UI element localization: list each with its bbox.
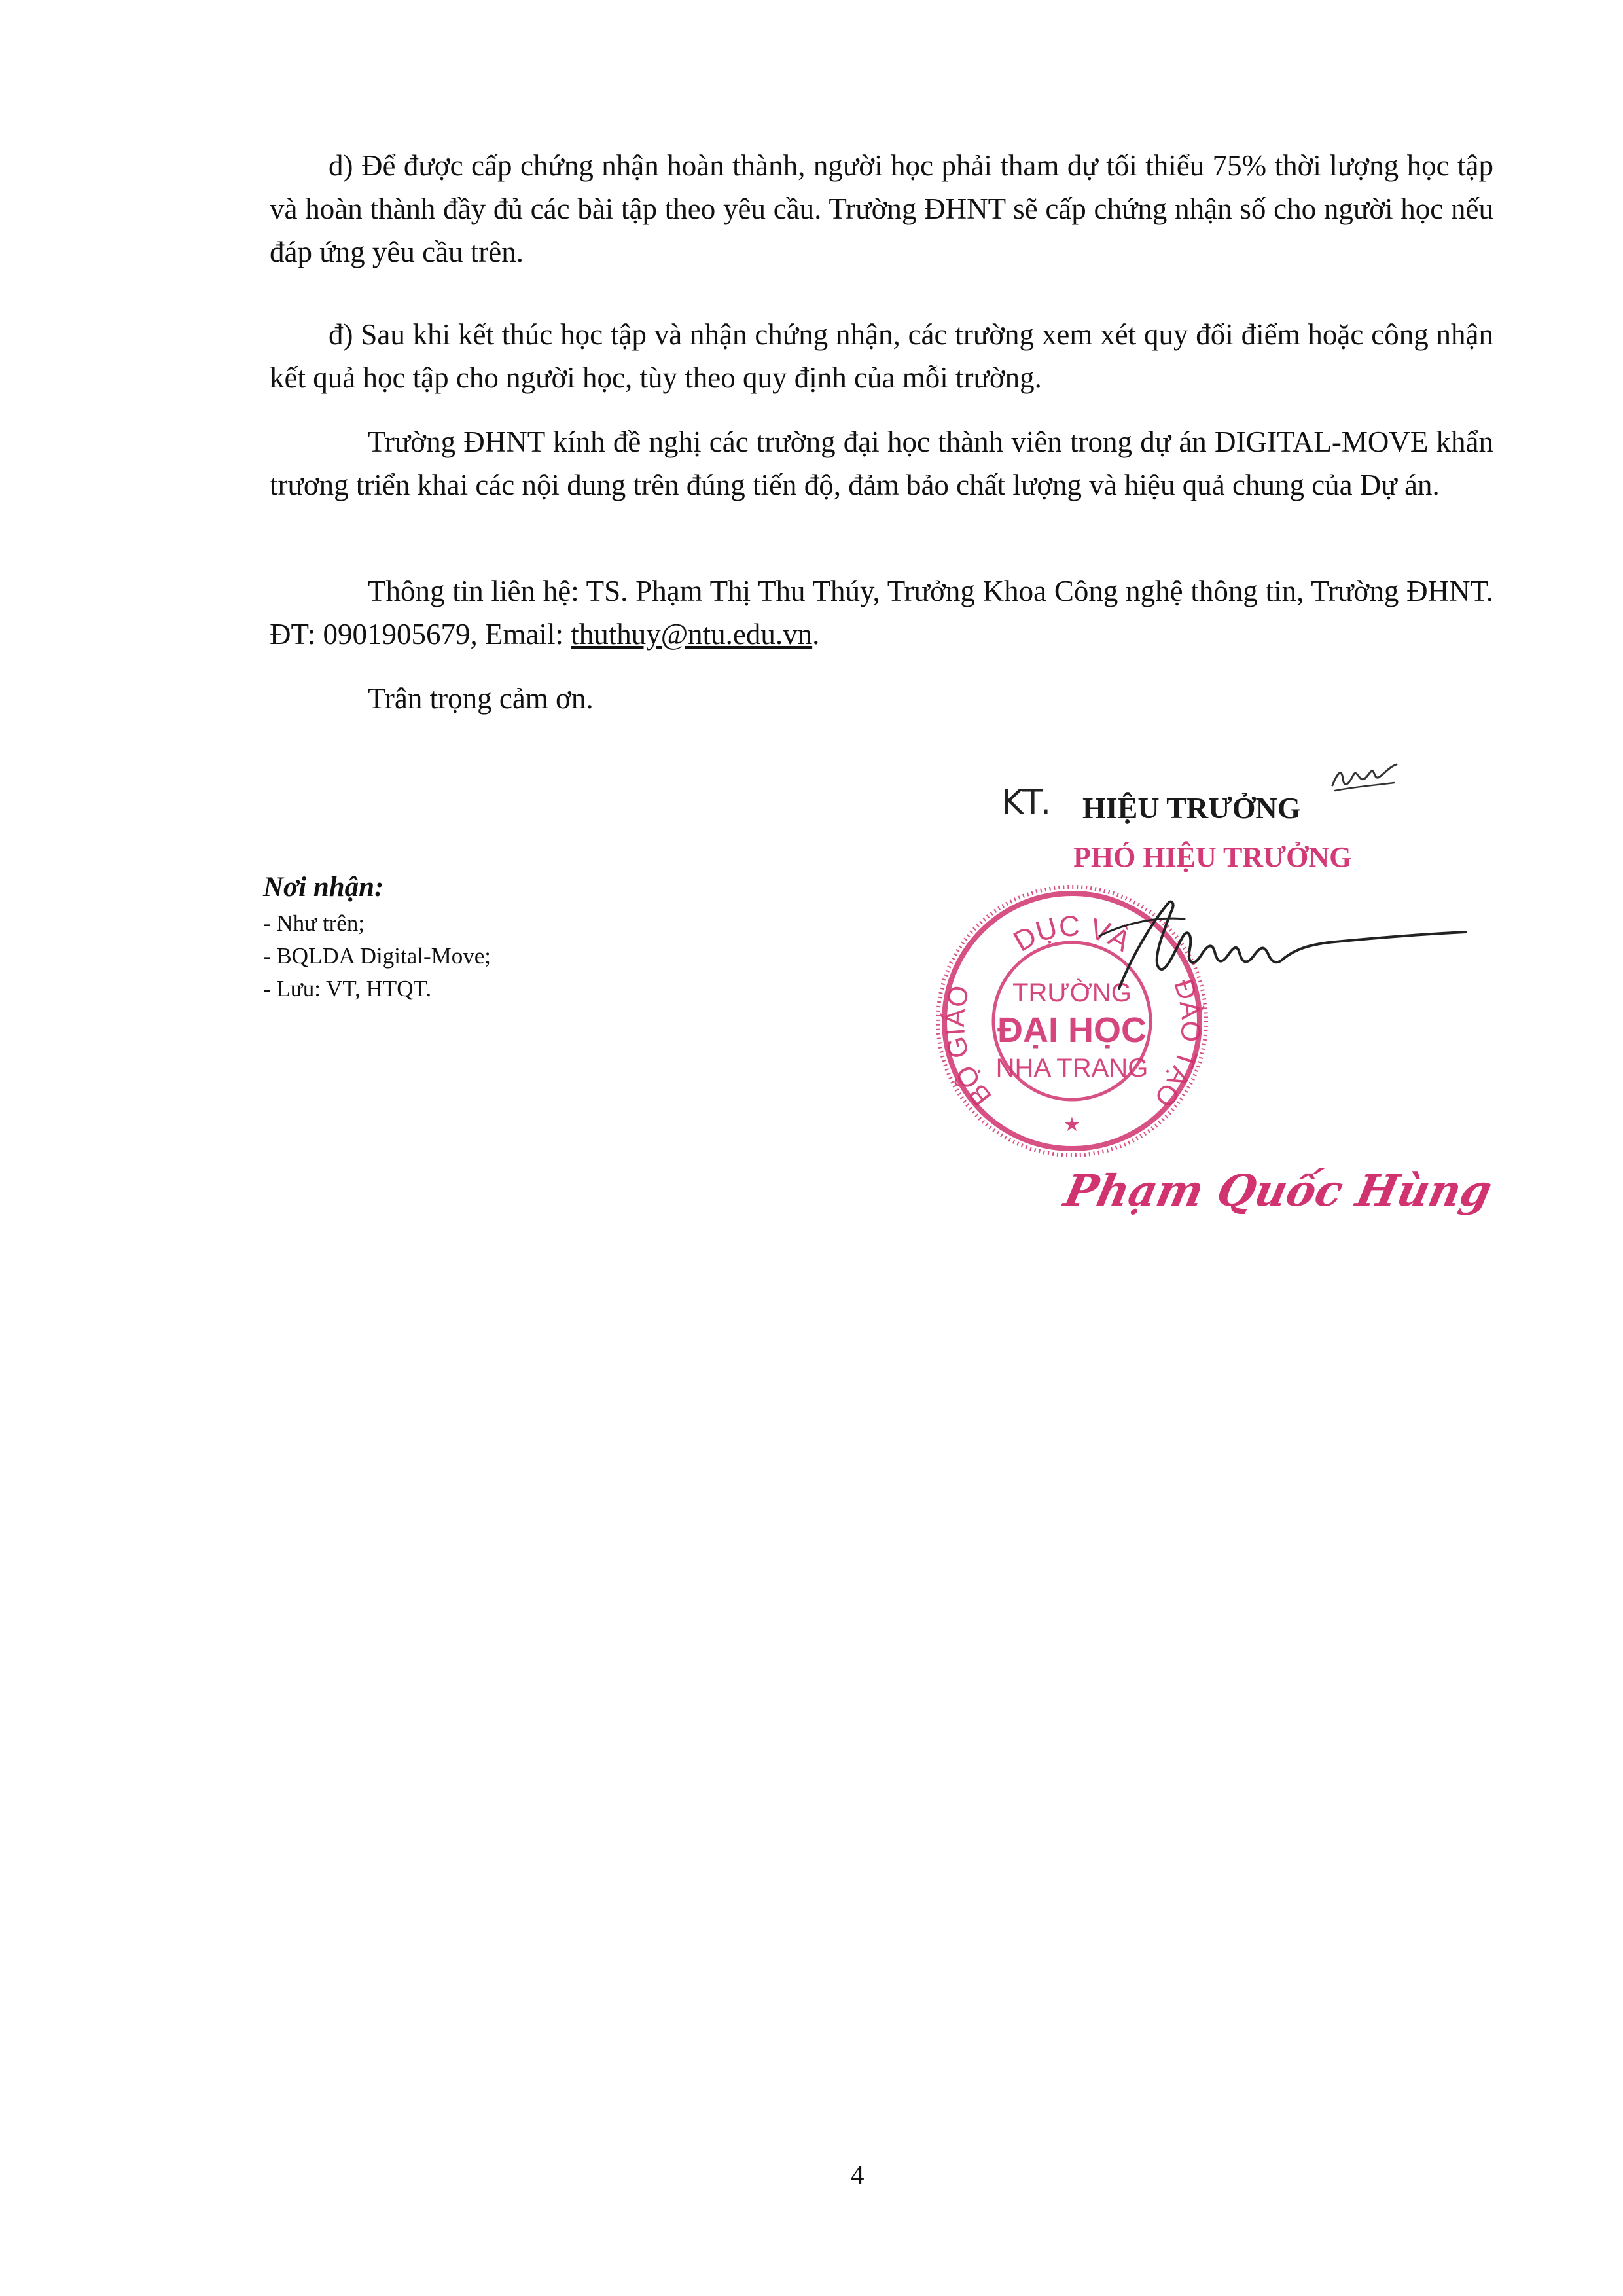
recipients-block [263, 869, 721, 1005]
recipients-title: Nơi nhận: [263, 872, 384, 903]
signature-subtitle: PHÓ HIỆU TRƯỞNG [1073, 841, 1352, 873]
seal-left-arc: BỘ GIÁO [938, 982, 997, 1112]
seal-line-3: NHA TRANG [995, 1054, 1149, 1083]
contact-paragraph [270, 569, 1493, 656]
paragraph-d: d) Để được cấp chứng nhận hoàn thành, người học phải tham dự tối thiểu 75% thời lượng học tập và hoàn thành đầy đủ các bài tập theo yêu cầu. Trường ĐHNT sẽ cấp chứng nhận số cho người học nếu đáp ứng yêu cầu trên. [270, 149, 1493, 268]
closing-text: Trân trọng cảm ơn. [368, 682, 594, 715]
recipient-item: - BQLDA Digital-Move; [263, 943, 491, 969]
seal-right-arc: ĐÀO TẠO [1149, 975, 1207, 1114]
signature-title: HIỆU TRƯỞNG [1082, 791, 1301, 825]
recipients-list [263, 907, 721, 1005]
initials-mark [1329, 759, 1400, 798]
handwritten-signature [1021, 897, 1479, 1028]
signature-kt: KT. [1001, 783, 1053, 822]
recipient-item: - Lưu: VT, HTQT. [263, 976, 432, 1001]
recipient-item: - Như trên; [263, 910, 365, 936]
contact-end: . [812, 618, 820, 651]
paragraph-dd: đ) Sau khi kết thúc học tập và nhận chứng nhận, các trường xem xét quy đổi điểm hoặc công nhận kết quả học tập cho người học, tùy theo quy định của mỗi trường. [270, 318, 1493, 394]
signer-name: Phạm Quốc Hùng [1060, 1165, 1497, 1216]
request-paragraph: Trường ĐHNT kính đề nghị các trường đại học thành viên trong dự án DIGITAL-MOVE khẩn trương triển khai các nội dung trên đúng tiến độ, đảm bảo chất lượng và hiệu quả chung của Dự án. [270, 425, 1493, 501]
seal-top-arc: DỤC VÀ [1008, 910, 1136, 958]
seal-line-2: ĐẠI HỌC [997, 1011, 1147, 1050]
page-number: 4 [850, 2161, 865, 2191]
contact-text: Thông tin liên hệ: TS. Phạm Thị Thu Thúy, Trưởng Khoa Công nghệ thông tin, Trường ĐHNT. ĐT: 0901905679, Email: [270, 575, 1493, 651]
contact-email-link[interactable]: thuthuy@ntu.edu.vn [571, 618, 813, 651]
seal-line-1: TRƯỜNG [1012, 978, 1132, 1007]
seal-star-icon: ★ [1063, 1113, 1081, 1136]
